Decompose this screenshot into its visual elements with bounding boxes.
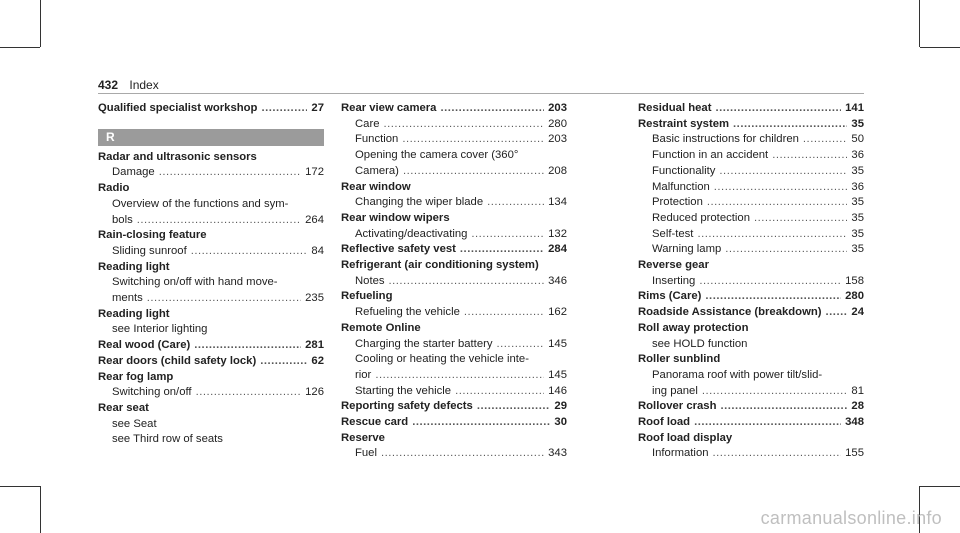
index-subentry: see HOLD function	[652, 337, 748, 350]
index-heading: Rear window	[341, 180, 411, 193]
dot-leader	[464, 305, 544, 321]
index-entry-text: ments	[112, 292, 143, 305]
index-entry[interactable]	[341, 227, 567, 243]
crop-mark	[920, 47, 960, 48]
index-entry[interactable]	[341, 399, 567, 415]
index-page-number[interactable]: 162	[548, 306, 567, 319]
dot-leader	[260, 354, 307, 370]
index-heading: Reverse gear	[638, 259, 709, 272]
index-page-number[interactable]: 158	[845, 274, 864, 287]
index-entry-text: ing panel	[652, 384, 698, 397]
index-column-1	[98, 101, 324, 448]
index-column-3	[638, 101, 864, 462]
index-subentry: Panorama roof with power tilt/slid-	[652, 368, 823, 381]
index-heading: Remote Online	[341, 321, 421, 334]
index-entry[interactable]	[638, 211, 864, 227]
index-heading: Reading light	[98, 260, 170, 273]
dot-leader	[707, 195, 848, 211]
index-page-number[interactable]: 81	[851, 384, 864, 397]
index-subentry: see Third row of seats	[112, 433, 223, 446]
dot-leader	[440, 101, 544, 117]
index-entry[interactable]	[638, 101, 864, 117]
dot-leader	[713, 446, 842, 462]
index-page-number[interactable]: 30	[554, 416, 567, 429]
index-heading: Rain-closing feature	[98, 229, 207, 242]
index-entry[interactable]	[98, 354, 324, 370]
index-entry-text: Real wood (Care)	[98, 339, 191, 352]
index-entry[interactable]	[341, 368, 567, 384]
index-page-number[interactable]: 27	[311, 102, 324, 114]
dot-leader	[725, 242, 847, 258]
dot-leader	[477, 399, 551, 415]
index-page-number[interactable]: 35	[851, 117, 864, 130]
index-page-number[interactable]: 84	[311, 244, 324, 257]
index-entry[interactable]	[98, 244, 324, 260]
index-heading: Rear window wipers	[341, 211, 450, 224]
index-entry[interactable]	[638, 242, 864, 258]
index-entry[interactable]	[341, 415, 567, 431]
index-entry[interactable]	[638, 180, 864, 196]
index-heading: Roof load display	[638, 431, 733, 444]
index-subentry: Switching on/off with hand move-	[112, 276, 278, 289]
index-entry-text: Function in an accident	[652, 149, 769, 162]
dot-leader	[733, 117, 847, 133]
index-entry-text: Switching on/off	[112, 386, 192, 399]
index-entry-text: Roadside Assistance (breakdown)	[638, 306, 822, 319]
index-page-number[interactable]: 36	[851, 149, 864, 162]
dot-leader	[714, 180, 848, 196]
index-page-number[interactable]: 348	[845, 416, 864, 429]
index-page-number[interactable]: 132	[548, 227, 567, 240]
index-page-number[interactable]: 203	[548, 133, 567, 146]
index-entry-text: Functionality	[652, 164, 716, 177]
index-entry-text: Rear doors (child safety lock)	[98, 354, 257, 367]
crop-mark	[919, 0, 920, 47]
index-entry-text: Roof load	[638, 416, 691, 429]
index-page-number[interactable]: 343	[548, 447, 567, 460]
index-entry[interactable]	[341, 117, 567, 133]
index-page-number[interactable]: 145	[548, 337, 567, 350]
index-entry[interactable]	[638, 384, 864, 400]
index-page-number[interactable]: 24	[851, 306, 864, 319]
index-entry-text: Residual heat	[638, 102, 712, 114]
index-page-number[interactable]: 281	[305, 339, 324, 352]
index-page-number[interactable]: 155	[845, 447, 864, 460]
dot-leader	[403, 164, 544, 180]
index-page-number[interactable]: 35	[851, 243, 864, 256]
index-entry[interactable]	[638, 148, 864, 164]
index-page-number[interactable]: 203	[548, 102, 567, 114]
index-entry-text: Charging the starter battery	[355, 337, 493, 350]
page-number: 432	[98, 78, 119, 92]
index-entry-text: Qualified specialist workshop	[98, 102, 258, 114]
index-page-number[interactable]: 346	[548, 274, 567, 287]
index-entry-text: Starting the vehicle	[355, 384, 452, 397]
dot-leader	[772, 148, 847, 164]
index-entry-text: Basic instructions for children	[652, 133, 799, 146]
dot-leader	[384, 117, 545, 133]
dot-leader	[699, 274, 841, 290]
index-entry-text: Rescue card	[341, 416, 409, 429]
index-entry[interactable]	[341, 242, 567, 258]
index-page-number[interactable]: 146	[548, 384, 567, 397]
index-page-number[interactable]: 36	[851, 180, 864, 193]
watermark: carmanualsonline.info	[760, 508, 942, 528]
index-heading: Rear seat	[98, 401, 149, 414]
index-entry-text: Damage	[112, 166, 155, 179]
index-entry[interactable]	[638, 289, 864, 305]
dot-leader	[402, 132, 544, 148]
index-page-number[interactable]: 141	[845, 102, 864, 114]
section-title: Index	[129, 78, 159, 92]
index-entry-text: rior	[355, 368, 372, 381]
index-entry-text: Inserting	[652, 274, 696, 287]
dot-leader	[754, 211, 847, 227]
header-divider	[98, 93, 864, 94]
index-heading: Reading light	[98, 307, 170, 320]
dot-leader	[412, 415, 550, 431]
dot-leader	[715, 101, 841, 117]
crop-mark	[0, 486, 40, 487]
index-heading: Refueling	[341, 290, 393, 303]
index-entry[interactable]	[98, 385, 324, 401]
index-entry-text: Care	[355, 117, 380, 130]
crop-mark	[40, 486, 41, 533]
dot-leader	[381, 446, 544, 462]
index-entry-text: Rollover crash	[638, 400, 717, 413]
dot-leader	[720, 399, 847, 415]
index-page-number[interactable]: 29	[554, 400, 567, 413]
index-entry[interactable]	[638, 117, 864, 133]
index-heading: Rear fog lamp	[98, 370, 174, 383]
index-subentry: see Interior lighting	[112, 323, 208, 336]
index-subentry: Overview of the functions and sym-	[112, 197, 289, 210]
index-entry-text: Refueling the vehicle	[355, 306, 460, 319]
page-header	[98, 78, 159, 92]
index-entry[interactable]	[341, 446, 567, 462]
index-entry-text: Information	[652, 447, 709, 460]
index-page-number[interactable]: 50	[851, 133, 864, 146]
crop-mark	[920, 486, 960, 487]
index-page-number[interactable]: 126	[305, 386, 324, 399]
dot-leader	[702, 384, 848, 400]
index-entry-text: Restraint system	[638, 117, 730, 130]
index-entry[interactable]	[341, 274, 567, 290]
dot-leader	[261, 101, 307, 117]
index-page-number[interactable]: 280	[548, 117, 567, 130]
index-heading: Refrigerant (air conditioning system)	[341, 259, 539, 272]
index-entry[interactable]	[638, 164, 864, 180]
dot-leader	[147, 291, 301, 307]
index-entry[interactable]	[341, 384, 567, 400]
index-entry-text: Malfunction	[652, 180, 710, 193]
index-entry[interactable]	[341, 195, 567, 211]
index-page-number[interactable]: 62	[311, 354, 324, 367]
index-entry[interactable]	[341, 305, 567, 321]
index-entry[interactable]	[98, 338, 324, 354]
crop-mark	[40, 0, 41, 47]
dot-leader	[375, 368, 544, 384]
dot-leader	[471, 227, 544, 243]
index-heading: Radar and ultrasonic sensors	[98, 150, 257, 163]
index-entry[interactable]	[98, 291, 324, 307]
index-page-number[interactable]: 35	[851, 227, 864, 240]
index-entry[interactable]	[341, 337, 567, 353]
index-entry[interactable]	[98, 213, 324, 229]
index-entry[interactable]	[638, 132, 864, 148]
index-entry[interactable]	[638, 415, 864, 431]
index-page-number[interactable]: 284	[548, 243, 567, 256]
index-entry-text: Warning lamp	[652, 243, 722, 256]
index-subentry: Opening the camera cover (360°	[355, 149, 519, 162]
index-page-number[interactable]: 35	[851, 211, 864, 224]
index-heading: Reserve	[341, 431, 385, 444]
dot-leader	[719, 164, 847, 180]
index-entry-text: Activating/deactivating	[355, 227, 468, 240]
dot-leader	[194, 338, 301, 354]
index-entry-text: Rear view camera	[341, 102, 437, 114]
dot-leader	[191, 244, 308, 260]
index-entry[interactable]	[638, 274, 864, 290]
index-page-number[interactable]: 35	[851, 164, 864, 177]
index-page-number[interactable]: 145	[548, 368, 567, 381]
index-entry-text: Reporting safety defects	[341, 400, 473, 413]
index-heading: Roll away protection	[638, 321, 749, 334]
index-page-number[interactable]: 134	[548, 196, 567, 209]
index-page-number[interactable]: 35	[851, 196, 864, 209]
index-page-number[interactable]: 28	[851, 400, 864, 413]
index-subentry: see Seat	[112, 417, 157, 430]
index-entry-text: Sliding sunroof	[112, 244, 187, 257]
index-entry[interactable]	[98, 101, 324, 117]
index-heading: Roller sunblind	[638, 353, 721, 366]
index-entry-text: bols	[112, 213, 133, 226]
index-column-2	[341, 101, 567, 462]
index-page-number[interactable]: 208	[548, 164, 567, 177]
index-page-number[interactable]: 235	[305, 292, 324, 305]
index-entry[interactable]	[638, 195, 864, 211]
index-entry[interactable]	[638, 305, 864, 321]
dot-leader	[705, 289, 841, 305]
index-entry-text: Reflective safety vest	[341, 243, 456, 256]
dot-leader	[497, 337, 545, 353]
index-entry[interactable]	[341, 101, 567, 117]
dot-leader	[137, 213, 301, 229]
index-entry-text: Function	[355, 133, 399, 146]
dot-leader	[826, 305, 848, 321]
dot-leader	[460, 242, 544, 258]
index-entry[interactable]	[341, 132, 567, 148]
dot-leader	[455, 384, 544, 400]
index-entry-text: Notes	[355, 274, 385, 287]
index-page-number[interactable]: 264	[305, 213, 324, 226]
index-entry[interactable]	[638, 227, 864, 243]
index-entry-text: Fuel	[355, 447, 377, 460]
dot-leader	[196, 385, 302, 401]
index-entry[interactable]	[638, 399, 864, 415]
index-heading: Radio	[98, 182, 130, 195]
dot-leader	[389, 274, 545, 290]
index-entry-text: Rims (Care)	[638, 290, 702, 303]
dot-leader	[697, 227, 847, 243]
index-entry-text: Camera)	[355, 164, 399, 177]
index-page-number[interactable]: 172	[305, 166, 324, 179]
index-entry-text: Reduced protection	[652, 211, 750, 224]
crop-mark	[0, 47, 40, 48]
index-page-number[interactable]: 280	[845, 290, 864, 303]
index-entry-text: Changing the wiper blade	[355, 196, 484, 209]
dot-leader	[487, 195, 544, 211]
index-subentry: Cooling or heating the vehicle inte-	[355, 353, 529, 366]
index-entry-text: Self-test	[652, 227, 694, 240]
index-entry[interactable]	[638, 446, 864, 462]
index-letter-heading: R	[98, 129, 324, 146]
dot-leader	[803, 132, 848, 148]
dot-leader	[694, 415, 841, 431]
index-entry[interactable]	[98, 165, 324, 181]
dot-leader	[159, 165, 301, 181]
index-entry[interactable]	[341, 164, 567, 180]
index-entry-text: Protection	[652, 196, 703, 209]
